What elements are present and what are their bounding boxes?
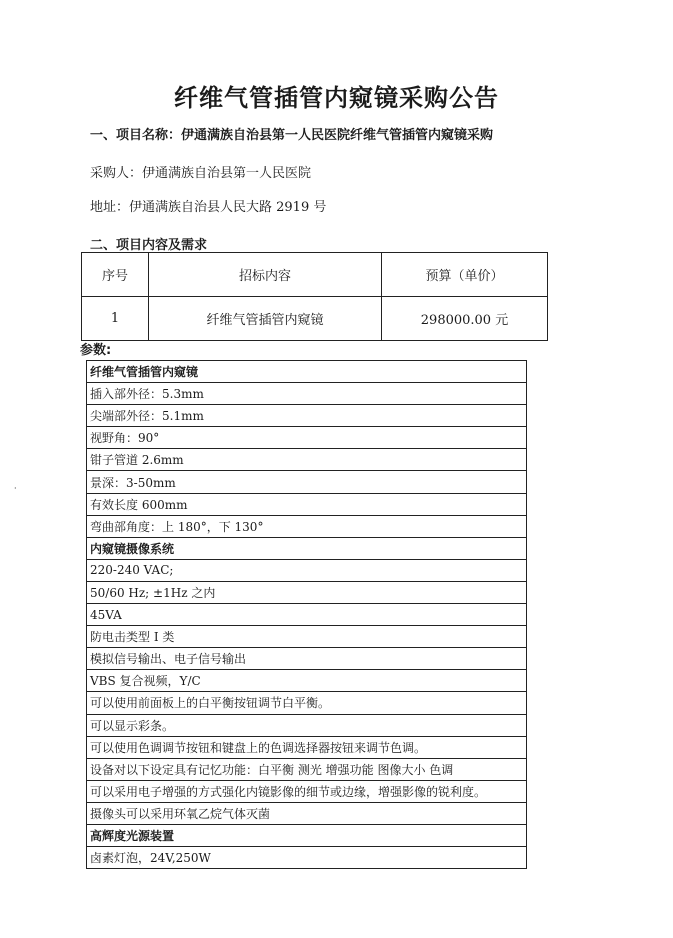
param-row: [87, 559, 527, 581]
param-row: [87, 449, 527, 471]
param-cell: 50/60 Hz; ±1Hz 之内: [87, 581, 527, 603]
header-content: 招标内容: [149, 253, 382, 297]
param-cell: 钳子管道 2.6mm: [87, 449, 527, 471]
param-row: [87, 581, 527, 603]
param-row: [87, 537, 527, 559]
param-row: [87, 714, 527, 736]
param-cell: 摄像头可以采用环氧乙烷气体灭菌: [87, 802, 527, 824]
param-row: [87, 427, 527, 449]
page-title: 纤维气管插管内窥镜采购公告: [174, 84, 499, 112]
param-cell: VBS 复合视频，Y/C: [87, 670, 527, 692]
param-section-heading: 内窥镜摄像系统: [87, 537, 527, 559]
param-cell: 可以使用色调调节按钮和键盘上的色调选择器按钮来调节色调。: [87, 736, 527, 758]
table-header-row: [82, 253, 548, 297]
param-row: [87, 626, 527, 648]
param-row: [87, 471, 527, 493]
param-row: [87, 493, 527, 515]
section2-heading: 二、项目内容及需求: [90, 238, 208, 253]
param-row: [87, 758, 527, 780]
param-row: [87, 824, 527, 846]
param-cell: 景深：3-50mm: [87, 471, 527, 493]
param-cell: 防电击类型 I 类: [87, 626, 527, 648]
project-name-line: 一、项目名称：伊通满族自治县第一人民医院纤维气管插管内窥镜采购: [90, 128, 494, 143]
params-label: 参数:: [80, 343, 112, 358]
scan-mark: ·: [14, 484, 17, 493]
param-row: [87, 802, 527, 824]
param-row: [87, 780, 527, 802]
param-row: [87, 405, 527, 427]
param-row: [87, 736, 527, 758]
param-row: [87, 648, 527, 670]
cell-budget: 298000.00 元: [382, 297, 548, 341]
param-cell: 视野角：90°: [87, 427, 527, 449]
address-line: 地址：伊通满族自治县人民大路 2919 号: [90, 200, 327, 215]
param-cell: 设备对以下设定具有记忆功能：白平衡 测光 增强功能 图像大小 色调: [87, 758, 527, 780]
cell-content: 纤维气管插管内窥镜: [149, 297, 382, 341]
param-row: [87, 383, 527, 405]
param-cell: 有效长度 600mm: [87, 493, 527, 515]
table-row: [82, 297, 548, 341]
procurement-table: [81, 252, 548, 341]
param-row: [87, 604, 527, 626]
param-row: [87, 847, 527, 869]
param-cell: 可以显示彩条。: [87, 714, 527, 736]
param-row: [87, 692, 527, 714]
param-row: [87, 670, 527, 692]
param-row: [87, 515, 527, 537]
param-cell: 弯曲部角度：上 180°，下 130°: [87, 515, 527, 537]
params-table: [86, 360, 527, 869]
param-cell: 可以采用电子增强的方式强化内镜影像的细节或边缘，增强影像的锐利度。: [87, 780, 527, 802]
buyer-line: 采购人：伊通满族自治县第一人民医院: [90, 166, 312, 181]
param-cell: 220-240 VAC;: [87, 559, 527, 581]
param-cell: 卤素灯泡，24V,250W: [87, 847, 527, 869]
param-cell: 尖端部外径：5.1mm: [87, 405, 527, 427]
header-index: 序号: [82, 253, 149, 297]
param-cell: 插入部外径：5.3mm: [87, 383, 527, 405]
header-budget: 预算（单价）: [382, 253, 548, 297]
param-section-heading: 高辉度光源装置: [87, 824, 527, 846]
cell-index: 1: [82, 297, 149, 341]
param-cell: 45VA: [87, 604, 527, 626]
param-section-heading: 纤维气管插管内窥镜: [87, 361, 527, 383]
param-row: [87, 361, 527, 383]
param-cell: 模拟信号输出、电子信号输出: [87, 648, 527, 670]
param-cell: 可以使用前面板上的白平衡按钮调节白平衡。: [87, 692, 527, 714]
